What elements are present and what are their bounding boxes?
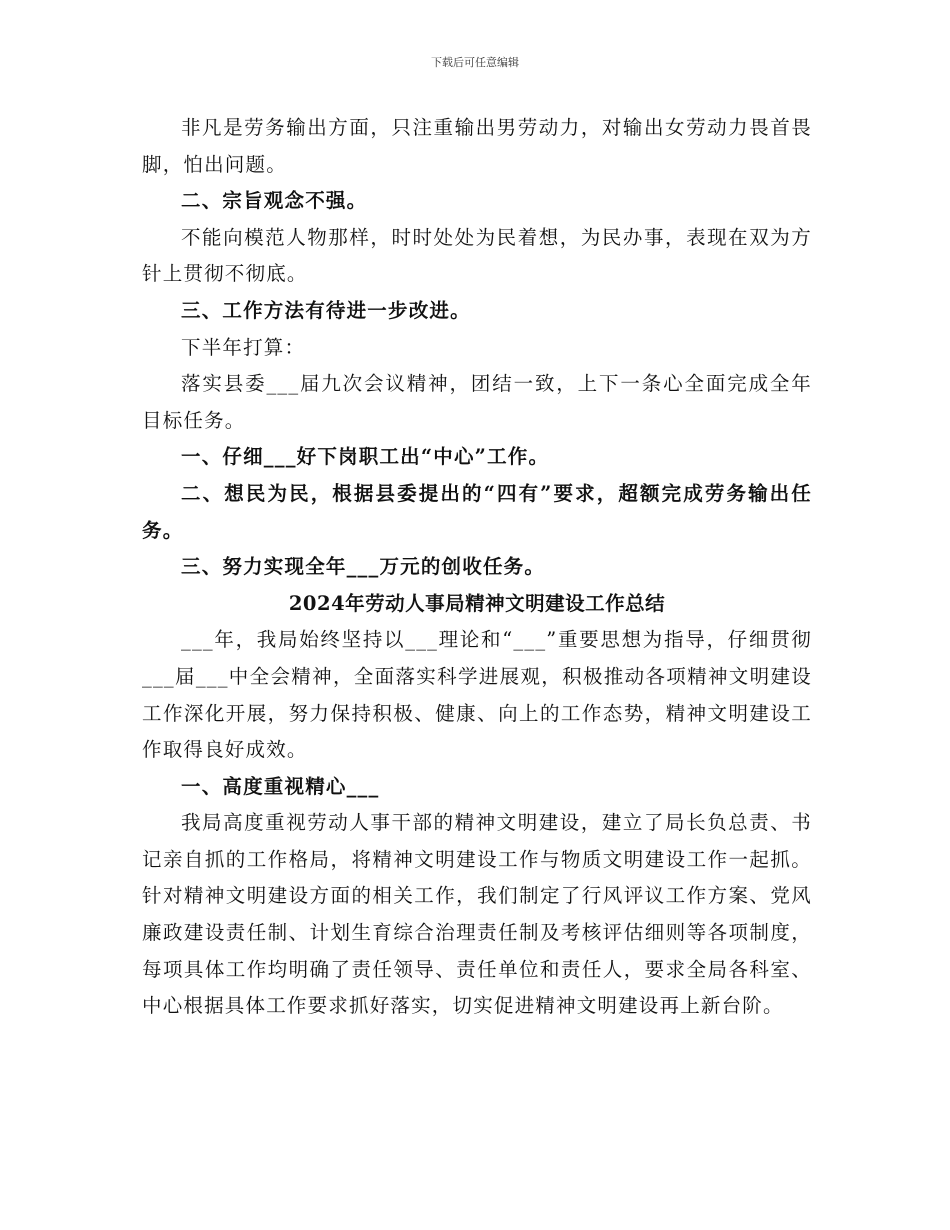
- paragraph-plan: 落实县委___届九次会议精神，团结一致，上下一条心全面完成全年目标任务。: [142, 372, 812, 432]
- page-header: 下载后可任意编辑: [431, 56, 519, 69]
- heading-purpose: 二、宗旨观念不强。: [181, 189, 368, 213]
- paragraph-summary-intro: ___年，我局始终坚持以___理论和“___”重要思想为指导，仔细贯彻___届___中全会精神，全面落实科学进展观，积极推动各项精神文明建设工作深化开展，努力保持积极、健康、向上的工作态势，精神文明建设工作取得良好成效。: [142, 628, 812, 762]
- paragraph-plan-intro: 下半年打算：: [181, 335, 306, 359]
- heading-plan-2: 二、想民为民，根据县委提出的“四有”要求，超额完成劳务输出任务。: [142, 481, 812, 542]
- heading-plan-3: 三、努力实现全年___万元的创收任务。: [181, 555, 546, 579]
- paragraph-summary-1: 我局高度重视劳动人事干部的精神文明建设，建立了局长负总责、书记亲自抓的工作格局，将精神文明建设工作与物质文明建设工作一起抓。针对精神文明建设方面的相关工作，我们制定了行风评议工作方案、党风廉政建设责任制、计划生育综合治理责任制及考核评估细则等各项制度，每项具体工作均明确了责任领导、责任单位和责任人，要求全局各科室、中心根据具体工作要求抓好落实，切实促进精神文明建设再上新台阶。: [142, 811, 812, 1018]
- heading-method: 三、工作方法有待进一步改进。: [181, 298, 471, 322]
- section-title: 2024年劳动人事局精神文明建设工作总结: [288, 591, 666, 615]
- heading-summary-1: 一、高度重视精心___: [181, 774, 380, 798]
- document-body: [142, 110, 812, 1025]
- paragraph-1: 非凡是劳务输出方面，只注重输出男劳动力，对输出女劳动力畏首畏脚，怕出问题。: [142, 116, 812, 176]
- heading-plan-1: 一、仔细___好下岗职工出“中心”工作。: [181, 445, 550, 469]
- paragraph-2: 不能向模范人物那样，时时处处为民着想，为民办事，表现在双为方针上贯彻不彻底。: [142, 225, 812, 286]
